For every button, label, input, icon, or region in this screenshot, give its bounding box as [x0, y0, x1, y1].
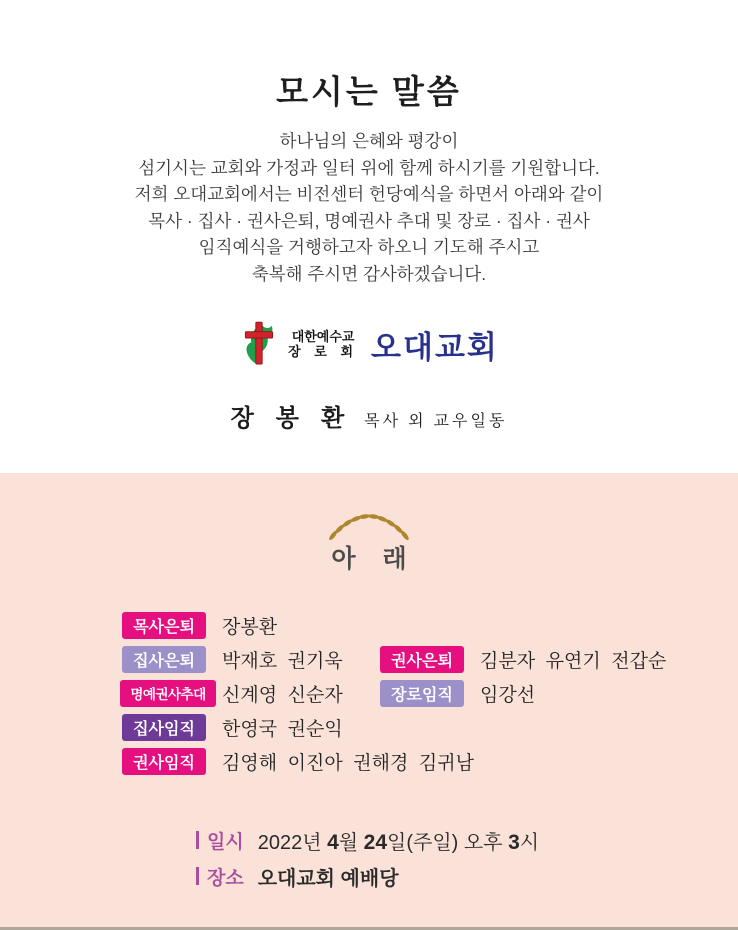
page-title: 모시는 말씀 [276, 75, 462, 111]
date-text: 시 [519, 831, 540, 854]
honoree-names: 임강선 [480, 684, 536, 706]
event-details [196, 826, 539, 898]
label-bar [196, 867, 199, 885]
honoree-names: 신계영 신순자 [222, 684, 343, 706]
datetime-value [258, 826, 539, 855]
label-bar [196, 831, 199, 849]
event-datetime-row [196, 826, 539, 854]
cross-icon [239, 320, 279, 368]
honoree-names: 김영해 이진아 권해경 김귀남 [222, 752, 474, 774]
date-day-number: 24 [363, 830, 388, 854]
list-item [122, 608, 474, 642]
list-item [380, 676, 666, 710]
invitation-message [0, 128, 738, 287]
location-label: 장소 [207, 867, 244, 889]
denomination-line-bottom: 장 로 회 [288, 344, 359, 359]
honoree-list-right-column [380, 642, 666, 710]
role-badge: 권사임직 [122, 748, 206, 775]
honoree-names: 장봉환 [222, 616, 278, 638]
date-text: 월 [338, 831, 364, 854]
role-badge: 권사은퇴 [380, 646, 464, 673]
denomination-text [288, 329, 358, 359]
list-item [122, 710, 474, 744]
honoree-names: 박재호 권기욱 [222, 650, 343, 672]
role-badge: 집사임직 [122, 714, 206, 741]
message-line: 임직예식을 거행하고자 하오니 기도해 주시고 [198, 237, 540, 257]
datetime-label: 일시 [207, 831, 244, 853]
denomination-line-top: 대한예수교 [291, 329, 355, 344]
message-line: 목사 · 집사 · 권사은퇴, 명예권사 추대 및 장로 · 집사 · 권사 [148, 210, 590, 231]
message-line: 저희 오대교회에서는 비전센터 헌당예식을 하면서 아래와 같이 [134, 184, 604, 204]
date-hour-number: 3 [508, 830, 520, 854]
list-item [380, 642, 666, 676]
role-badge: 장로임직 [380, 680, 464, 707]
role-badge: 집사은퇴 [122, 646, 206, 673]
church-logo [0, 320, 738, 368]
signature-suffix: 목사 외 교우일동 [364, 413, 508, 430]
date-text: 일(주일) 오후 [387, 831, 509, 854]
honoree-names: 김분자 유연기 전갑순 [480, 650, 667, 672]
signature [0, 398, 738, 433]
message-line: 하나님의 은혜와 평강이 [279, 131, 459, 151]
role-badge: 목사은퇴 [122, 612, 206, 639]
pastor-name: 장 봉 환 [230, 406, 353, 432]
details-section [0, 473, 738, 930]
date-text: 2022년 [257, 831, 328, 854]
message-line: 섬기시는 교회와 가정과 일터 위에 함께 하시기를 기원합니다. [138, 157, 600, 178]
church-name: 오대교회 [371, 329, 499, 365]
message-line: 축복해 주시면 감사하겠습니다. [251, 263, 487, 284]
location-value: 오대교회 예배당 [257, 867, 399, 890]
below-heading: 아 래 [331, 545, 417, 573]
date-month-number: 4 [327, 830, 339, 854]
role-badge: 명예권사추대 [120, 680, 216, 707]
event-location-row [196, 862, 539, 890]
list-item [122, 744, 474, 778]
honoree-names: 한영국 권순익 [222, 718, 343, 740]
